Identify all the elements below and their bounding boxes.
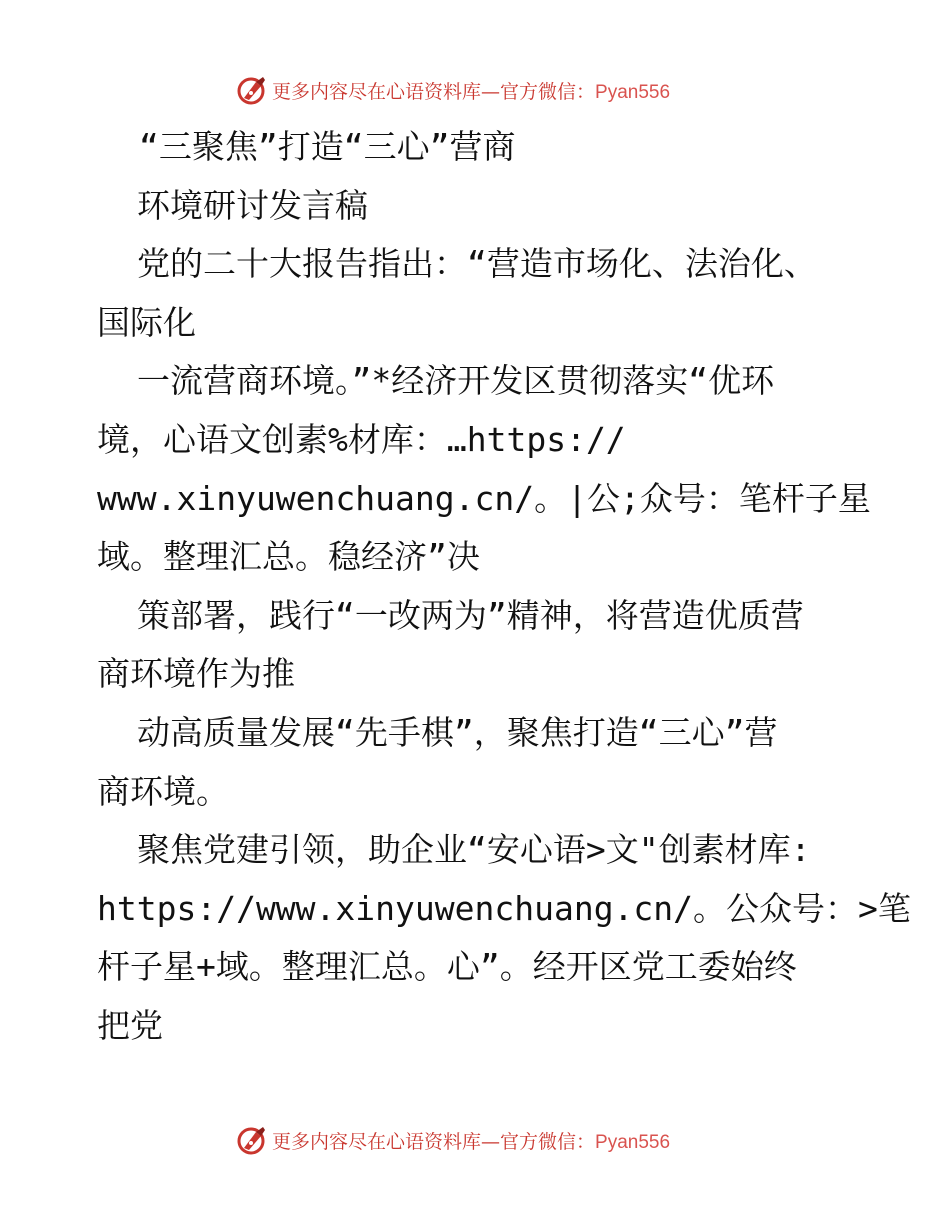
watermark-text	[272, 77, 670, 104]
paragraph-line: 策部署，践行“一改两为”精神，将营造优质营	[137, 595, 804, 635]
document-body	[97, 118, 911, 1056]
paragraph-line: 境，心语文创素%材库：…https://	[97, 419, 626, 459]
paragraph-line: 把党	[97, 1005, 163, 1045]
paragraph-line: 商环境作为推	[97, 654, 295, 694]
paragraph-line: 杆子星+域。整理汇总。心”。经开区党工委始终	[97, 947, 797, 987]
paragraph-line: 动高质量发展“先手棋”，聚焦打造“三心”营	[137, 712, 778, 752]
paragraph-line: 国际化	[97, 302, 196, 342]
paragraph-line: https://www.xinyuwenchuang.cn/。公众号：>笔	[97, 888, 911, 928]
paragraph-line: 党的二十大报告指出：“营造市场化、法治化、	[137, 244, 817, 284]
doc-title-line-1: “三聚焦”打造“三心”营商	[139, 127, 516, 166]
paragraph-line: 一流营商环境。”*经济开发区贯彻落实“优环	[137, 361, 775, 401]
watermark-banner-bottom	[236, 1123, 716, 1157]
watermark-wechat-id: Pyan556	[595, 81, 671, 103]
pen-nib-circle-icon	[236, 1124, 268, 1156]
paragraph-line: 商环境。	[97, 771, 229, 811]
watermark-site-text: 更多内容尽在心语资料库—官方微信：	[272, 80, 596, 103]
doc-title-line-2: 环境研讨发言稿	[137, 185, 368, 225]
paragraph-line: 聚焦党建引领，助企业“安心语>文"创素材库:	[137, 830, 811, 870]
pen-nib-circle-icon	[236, 74, 268, 106]
watermark-site-text: 更多内容尽在心语资料库—官方微信：	[272, 1130, 596, 1153]
watermark-text	[272, 1127, 670, 1154]
watermark-banner-top	[236, 73, 716, 107]
watermark-wechat-id: Pyan556	[595, 1131, 671, 1153]
paragraph-line: www.xinyuwenchuang.cn/。|公;众号：笔杆子星	[97, 478, 871, 518]
paragraph-line: 域。整理汇总。稳经济”决	[97, 537, 480, 577]
